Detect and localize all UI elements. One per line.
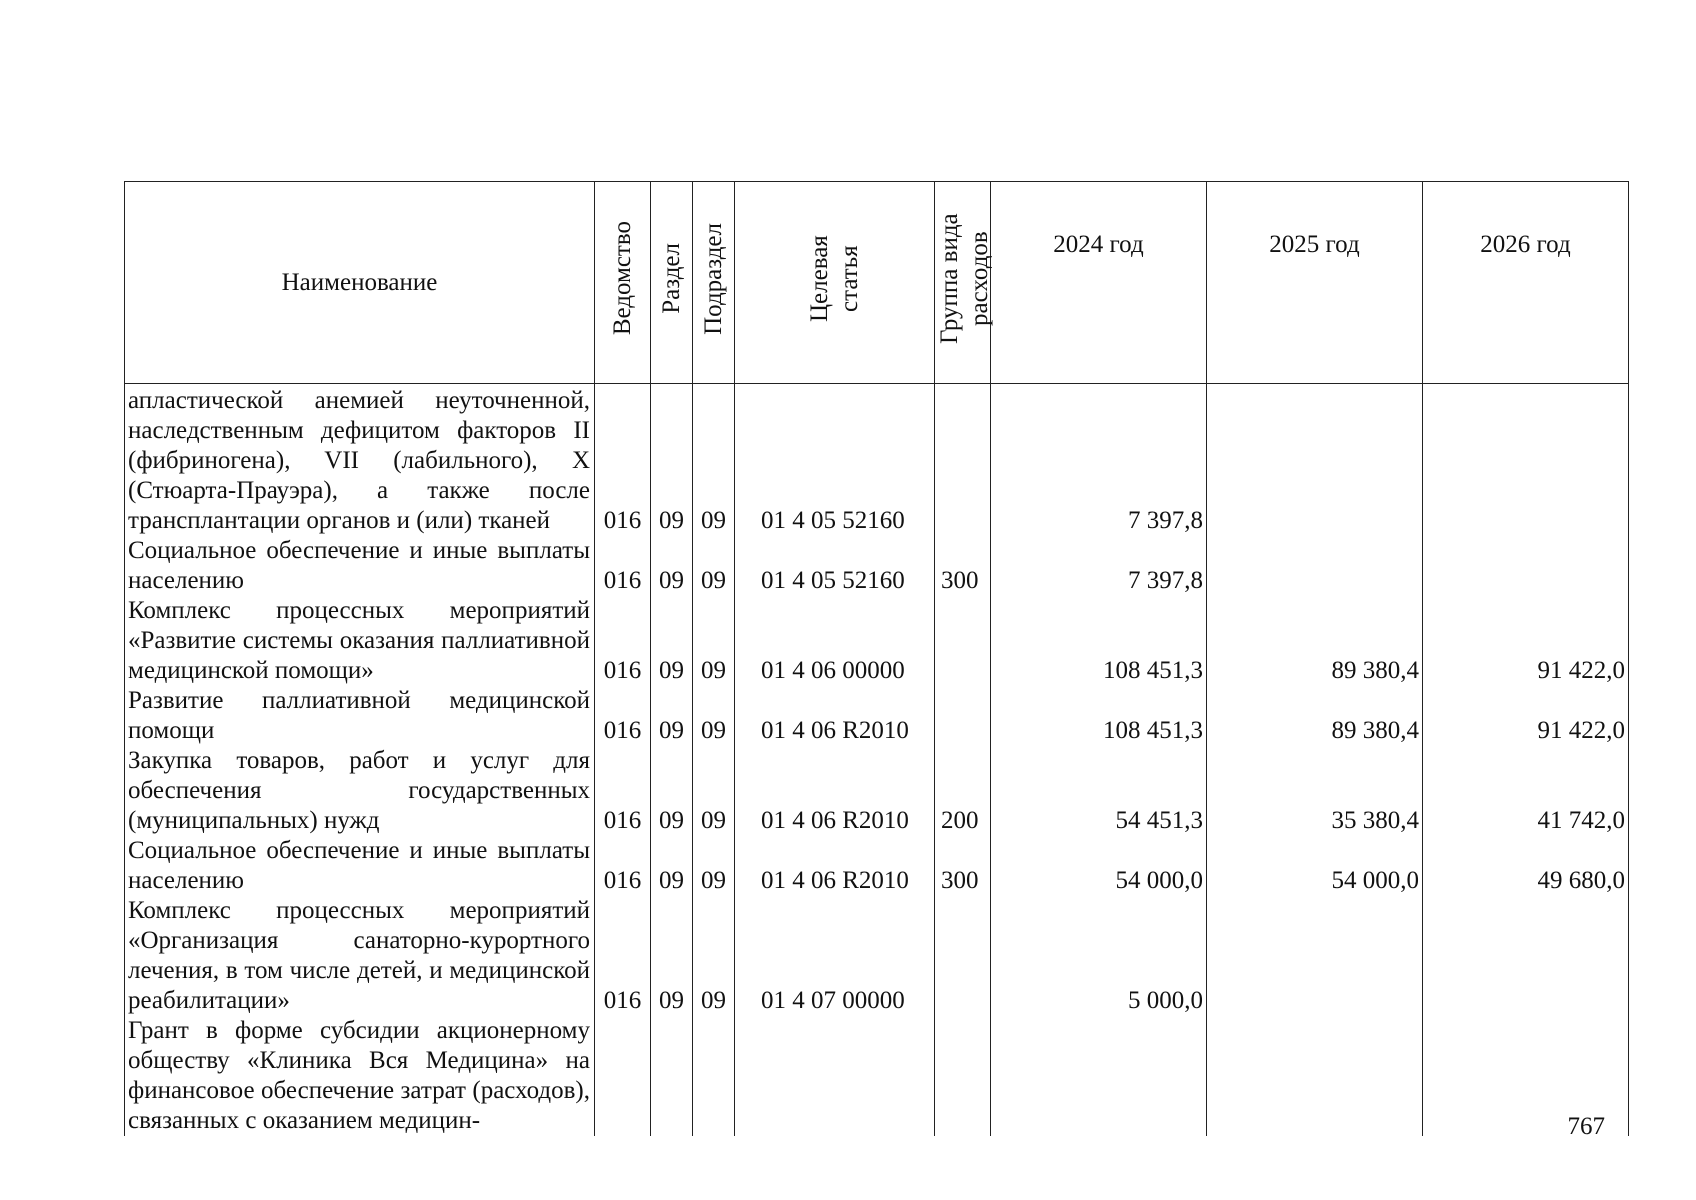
table-row [125,1016,1629,1136]
header-podrazdel: Подраздел [693,182,735,384]
row-2026 [1423,896,1629,1016]
row-gruppa [935,1016,991,1136]
header-2026: 2026 год [1423,182,1629,384]
row-name: Социальное обеспечение и иные выплаты населению [125,536,595,596]
row-name: Комплекс процессных мероприятий «Развитие системы оказания паллиативной медицинской помощи» [125,596,595,686]
row-2025: 54 000,0 [1207,836,1423,896]
row-vedomstvo: 016 [595,536,651,596]
row-podrazdel: 09 [693,686,735,746]
table-row [125,596,1629,686]
row-podrazdel: 09 [693,384,735,537]
table-row [125,536,1629,596]
page-number: 767 [1567,1113,1605,1140]
table-row [125,836,1629,896]
row-razdel: 09 [651,384,693,537]
row-2024 [991,1016,1207,1136]
row-name: Грант в форме субсидии акционерному обществу «Клиника Вся Медицина» на финансовое обеспечение затрат (расходов), связанных с оказанием медицин- [125,1016,595,1136]
row-razdel: 09 [651,896,693,1016]
row-name: Социальное обеспечение и иные выплаты населению [125,836,595,896]
header-row [125,182,1629,384]
row-2026: 91 422,0 [1423,596,1629,686]
row-vedomstvo: 016 [595,896,651,1016]
row-2026 [1423,384,1629,537]
row-celevaya-statya: 01 4 07 00000 [735,896,935,1016]
row-2026: 41 742,0 [1423,746,1629,836]
budget-table [124,181,1629,1136]
row-gruppa [935,686,991,746]
header-name: Наименование [125,182,595,384]
row-gruppa [935,596,991,686]
row-2026: 49 680,0 [1423,836,1629,896]
row-razdel: 09 [651,596,693,686]
row-celevaya-statya [735,1016,935,1136]
row-gruppa [935,896,991,1016]
row-podrazdel: 09 [693,536,735,596]
row-podrazdel [693,1016,735,1136]
row-celevaya-statya: 01 4 05 52160 [735,384,935,537]
row-name: Комплекс процессных мероприятий «Организация санаторно-курортного лечения, в том числе детей, и медицинской реабилитации» [125,896,595,1016]
row-gruppa: 300 [935,836,991,896]
row-razdel: 09 [651,746,693,836]
row-2025 [1207,384,1423,537]
row-2025 [1207,536,1423,596]
table-row [125,686,1629,746]
row-razdel: 09 [651,836,693,896]
header-2025: 2025 год [1207,182,1423,384]
header-gruppa: Группа вида расходов [935,182,991,384]
row-gruppa: 200 [935,746,991,836]
row-name: Развитие паллиативной медицинской помощи [125,686,595,746]
row-2024: 108 451,3 [991,686,1207,746]
row-2025: 89 380,4 [1207,686,1423,746]
row-gruppa: 300 [935,536,991,596]
row-celevaya-statya: 01 4 06 R2010 [735,686,935,746]
row-name: Закупка товаров, работ и услуг для обеспечения государственных (муниципальных) нужд [125,746,595,836]
row-2025: 35 380,4 [1207,746,1423,836]
header-celevaya-statya: Целевая статья [735,182,935,384]
row-2024: 108 451,3 [991,596,1207,686]
row-razdel [651,1016,693,1136]
row-gruppa [935,384,991,537]
row-podrazdel: 09 [693,746,735,836]
row-2026 [1423,536,1629,596]
header-vedomstvo: Ведомство [595,182,651,384]
row-podrazdel: 09 [693,896,735,1016]
row-celevaya-statya: 01 4 06 00000 [735,596,935,686]
row-celevaya-statya: 01 4 06 R2010 [735,836,935,896]
row-vedomstvo: 016 [595,746,651,836]
row-2026: 91 422,0 [1423,686,1629,746]
header-2024: 2024 год [991,182,1207,384]
row-vedomstvo: 016 [595,596,651,686]
row-vedomstvo: 016 [595,686,651,746]
table-row [125,896,1629,1016]
row-name: апластической анемией неуточненной, наследственным дефицитом факторов II (фибриногена), VII (лабильного), X (Стюарта-Прауэра), а также после трансплантации органов и (или) тканей [125,384,595,537]
row-podrazdel: 09 [693,596,735,686]
row-razdel: 09 [651,686,693,746]
row-2025: 89 380,4 [1207,596,1423,686]
table-row [125,746,1629,836]
row-2024: 5 000,0 [991,896,1207,1016]
row-2024: 54 451,3 [991,746,1207,836]
row-razdel: 09 [651,536,693,596]
row-vedomstvo: 016 [595,384,651,537]
row-2024: 54 000,0 [991,836,1207,896]
table-row [125,384,1629,537]
row-vedomstvo [595,1016,651,1136]
row-celevaya-statya: 01 4 06 R2010 [735,746,935,836]
row-celevaya-statya: 01 4 05 52160 [735,536,935,596]
row-podrazdel: 09 [693,836,735,896]
row-2024: 7 397,8 [991,384,1207,537]
row-2025 [1207,1016,1423,1136]
row-2025 [1207,896,1423,1016]
row-2024: 7 397,8 [991,536,1207,596]
row-vedomstvo: 016 [595,836,651,896]
header-razdel: Раздел [651,182,693,384]
